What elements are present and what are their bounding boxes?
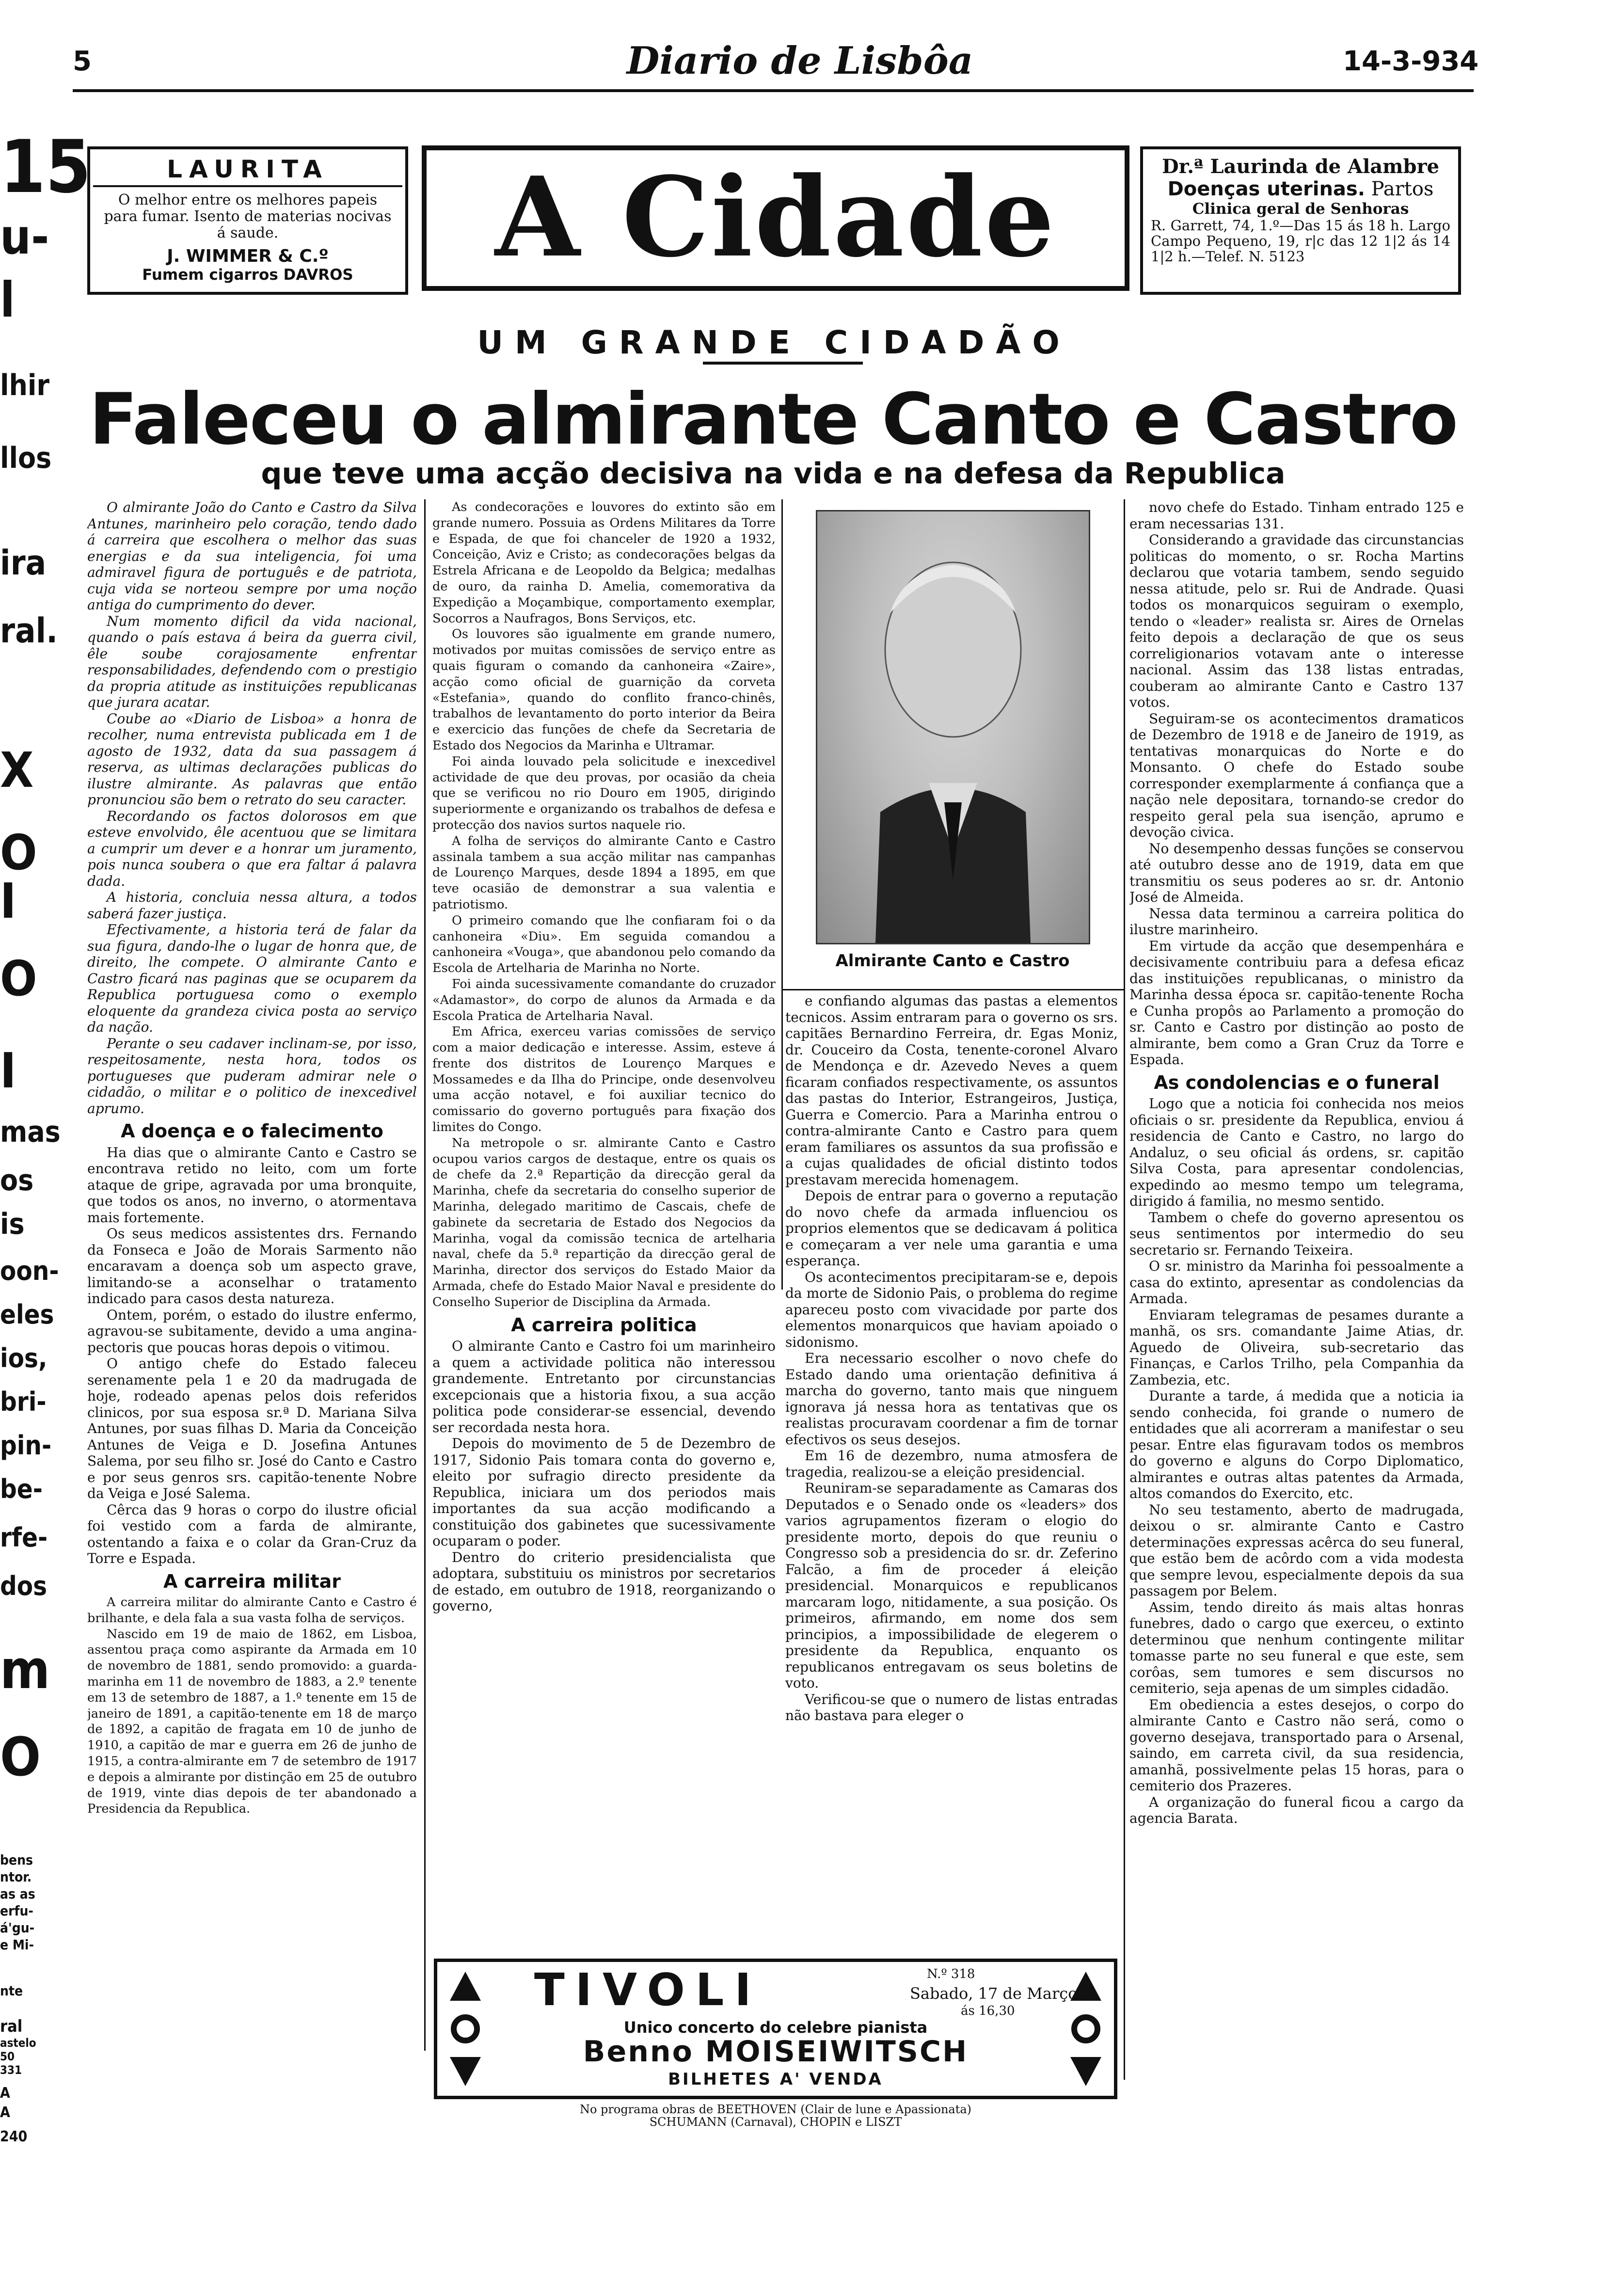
tivoli-title: TIVOLI [534, 1964, 762, 2016]
tivoli-event: Unico concerto do celebre pianista [623, 2018, 928, 2037]
issue-date: 14-3-934 [1343, 46, 1479, 77]
bleed-fragment: I [0, 873, 16, 929]
bleed-fragment: ral. [0, 611, 58, 651]
column-rule-2 [781, 499, 783, 1290]
article-headline: Faleceu o almirante Canto e Castro [89, 378, 1458, 461]
header-rule [73, 89, 1474, 92]
column-4 [1129, 499, 1464, 2080]
body-paragraph: Seguiram-se os acontecimentos dramaticos de Dezembro de 1918 e de Janeiro de 1919, as tentativas monarquicas do Norte e do Monsanto. O chefe do Estado soube corresponder exemplarmente á confiança que a nação nele depositara, tornando-se credor do respeito geral pela sua isenção, aprumo e devoção civica. [1129, 710, 1464, 840]
body-paragraph: Reuniram-se separadamente as Camaras dos Deputados e o Senado onde os «leaders» dos varios agrupamentos fizeram o elogio do presidente morto, depois do que reuniu o Congresso sob a presidencia do sr. dr. Zeferino Falcão, a fim de proceder á eleição presidencial. Monarquicos e republicanos marcaram logo, nitidamente, a sua posição. Os primeiros, afirmando, em nome dos sem principios, a impossibilidade de elegerem o presidente da Republica, enquanto os republicanos entregavam os seus boletins de voto. [785, 1480, 1118, 1691]
bleed-fragment: rfe- [0, 1522, 48, 1553]
intro-paragraph: Recordando os factos dolorosos em que esteve envolvido, êle acentuou que se limitara a cumprir um dever e a honrar um juramento, pois nunca soubera o que era faltar á palavra dada. [87, 808, 417, 889]
bleed-fragment: 331 [0, 2063, 22, 2077]
bleed-fragment: eles [0, 1299, 54, 1330]
tivoli-date: Sabado, 17 de Março [910, 1984, 1078, 2003]
subhead-military: A carreira militar [163, 1570, 341, 1592]
body-paragraph: Nascido em 19 de maio de 1862, em Lisboa, assentou praça como aspirante da Armada em 10 de novembro de 1881, sendo promovido: a guarda-marinha em 11 de novembro de 1883, a 2.º tenente em 13 de setembro de 1887, a 1.º tenente em 15 de janeiro de 1891, a capitão-tenente em 18 de março de 1892, a capitão de fragata em 10 de junho de 1910, a capitão de mar e guerra em 26 de junho de 1915, a contra-almirante em 7 de setembro de 1917 e depois a almirante por distinção em 25 de outubro de 1919, vinte dias depois de ter abandonado a Presidencia da Republica. [87, 1626, 417, 1817]
article-kicker: UM GRANDE CIDADÃO [477, 324, 1071, 361]
intro-paragraph: Coube ao «Diario de Lisboa» a honra de recolher, numa entrevista publicada em 1 de agosto de 1932, data da sua passagem á reserva, as ultimas declarações publicas do ilustre almirante. As palavras que então pronunciou são bem o retrato do seu caracter. [87, 710, 417, 808]
body-paragraph: Nessa data terminou a carreira politica do ilustre marinheiro. [1129, 905, 1464, 938]
ad-doctor-clinic: Clinica geral de Senhoras [1192, 200, 1409, 218]
ad-doctor-address: R. Garrett, 74, 1.º—Das 15 ás 18 h. Largo Campo Pequeno, 19, r|c das 12 1|2 ás 14 1|2 h.—Telef. N. 5123 [1151, 217, 1450, 265]
masthead-title: Diario de Lisbôa [626, 39, 973, 83]
body-paragraph: No seu testamento, aberto de madrugada, deixou o sr. almirante Canto e Castro determinações expressas acêrca do seu funeral, que estão bem de acôrdo com a vida modesta que sempre levou, especialmente depois da sua passagem por Belem. [1129, 1501, 1464, 1599]
column-1 [87, 499, 417, 2065]
ad-tivoli [434, 1959, 1117, 2099]
bleed-fragment: m [0, 1639, 50, 1701]
column-2 [432, 499, 776, 1949]
bleed-fragment: oon- [0, 1256, 59, 1286]
body-paragraph: Os seus medicos assistentes drs. Fernando da Fonseca e João de Morais Sarmento não encaravam a doença sob um aspecto grave, limitando-se a aconselhar o tratamento indicado para casos desta natureza. [87, 1226, 417, 1307]
photo-bottom-rule [781, 989, 1124, 990]
ad-laurita-tagline: Fumem cigarros DAVROS [142, 266, 353, 284]
body-paragraph: Em obediencia a estes desejos, o corpo do almirante Canto e Castro não será, como o governo desejava, transportado para o Arsenal, saindo, em carreta civil, da sua residencia, amanhã, possivelmente pelas 15 horas, para o cemiterio dos Prazeres. [1129, 1696, 1464, 1794]
bleed-fragment: 50 [0, 2050, 15, 2063]
bleed-fragment: be- [0, 1474, 43, 1504]
body-paragraph: Dentro do criterio presidencialista que adoptara, substituiu os ministros por secretarios de estado, em outubro de 1918, reorganizando o governo, [432, 1549, 776, 1614]
intro-paragraph: Efectivamente, a historia terá de falar da sua figura, dando-lhe o lugar de honra que, de direito, lhe compete. O almirante Canto e Castro ficará nas paginas que se ocuparem da Republica portuguesa como o exemplo eloquente da grandeza civica posta ao serviço da nação. [87, 922, 417, 1035]
body-paragraph: Assim, tendo direito ás mais altas honras funebres, dado o cargo que exerceu, o extinto determinou que nenhum contingente militar tomasse parte no seu funeral e que este, sem corôas, sem tumores e sem discursos no cemiterio, seja apenas de um simples cidadão. [1129, 1599, 1464, 1696]
body-paragraph: Foi ainda sucessivamente comandante do cruzador «Adamastor», do corpo de alunos da Armada e da Escola Pratica de Artelharia Naval. [432, 976, 776, 1023]
tivoli-pianist: Benno MOISEIWITSCH [583, 2035, 969, 2069]
bleed-fragment: e Mi- [0, 1937, 34, 1953]
bleed-fragment: bri- [0, 1387, 47, 1417]
section-title: A Cidade [494, 153, 1057, 282]
article-subheadline: que teve uma acção decisiva na vida e na defesa da Republica [261, 457, 1286, 491]
body-paragraph: Verificou-se que o numero de listas entradas não bastava para eleger o [785, 1691, 1118, 1723]
bleed-fragment: os [0, 1164, 34, 1197]
tivoli-number: N.º 318 [927, 1967, 975, 1981]
body-paragraph: Em virtude da acção que desempenhára e decisivamente contribuiu para a defesa eficaz das instituições republicanas, o ministro da Marinha dessa época sr. capitão-tenente Rocha e Cunha propôs ao Parlamento a promoção do sr. Canto e Castro por distinção ao posto de almirante, bem como a Gran Cruz da Torre e Espada. [1129, 938, 1464, 1068]
tivoli-program [436, 2103, 1115, 2128]
tivoli-tickets: BILHETES A' VENDA [668, 2070, 883, 2089]
body-paragraph: Cêrca das 9 horas o corpo do ilustre oficial foi vestido com a farda de almirante, ostentando a faixa e o colar da Gran-Cruz da Torre e Espada. [87, 1501, 417, 1566]
ad-laurita-text: O melhor entre os melhores papeis para fumar. Isento de materias nocivas á saude. [104, 191, 392, 241]
bleed-fragment: O [0, 824, 37, 881]
column-rule-3 [1124, 499, 1125, 2080]
ad-doctor-specialty-rest: Partos [1365, 178, 1434, 200]
intro-paragraph: Perante o seu cadaver inclinam-se, por isso, respeitosamente, nesta hora, todos os portugueses que puderam admirar nele o cidadão, o militar e o politico de inexcedivel aprumo. [87, 1035, 417, 1116]
bleed-fragment: O [0, 1726, 41, 1788]
ad-laurita [87, 146, 408, 295]
body-paragraph: Os acontecimentos precipitaram-se e, depois da morte de Sidonio Pais, o problema do regime apareceu posto com vivacidade por parte dos elementos monarquicos que haviam apoiado o sidonismo. [785, 1269, 1118, 1350]
body-paragraph: Tambem o chefe do governo apresentou os seus sentimentos por intermedio do seu secretario sr. Fernando Teixeira. [1129, 1209, 1464, 1258]
body-paragraph: Durante a tarde, á medida que a noticia ia sendo conhecida, foi grande o numero de entidades que ali acorreram a manifestar o seu pesar. Entre elas figuravam todos os membros do governo e alguns do Corpo Diplomatico, almirantes e outras altas patentes da Armada, altos comandos do Exercito, etc. [1129, 1388, 1464, 1501]
body-paragraph: Depois de entrar para o governo a reputação do novo chefe da armada influenciou os proprios elementos que se dedicavam á politica e começaram a ver nele uma garantia e uma esperança. [785, 1188, 1118, 1269]
body-paragraph: Logo que a noticia foi conhecida nos meios oficiais o sr. presidente da Republica, enviou á residencia de Canto e Castro, no largo do Andaluz, o seu oficial ás ordens, sr. capitão Silva Costa, para apresentar condolencias, expedindo ao mesmo tempo um telegrama, dirigido á familia, no mesmo sentido. [1129, 1096, 1464, 1209]
tivoli-program-line-1: No programa obras de BEETHOVEN (Clair de lune e Apassionata) [579, 2103, 972, 2116]
bleed-fragment: ira [0, 543, 47, 583]
body-paragraph: O sr. ministro da Marinha foi pessoalmente a casa do extinto, apresentar as condolencias da Armada. [1129, 1258, 1464, 1307]
portrait-photo [816, 510, 1090, 944]
page-number: 5 [73, 46, 92, 77]
body-paragraph: Considerando a gravidade das circunstancias politicas do momento, o sr. Rocha Martins declarou que votaria tambem, sendo seguido nessa atitude, pelo sr. Rui de Andrade. Quasi todos os monarquicos seguiram o exemplo, tendo o «leader» realista sr. Aires de Ornelas feito depois a declaração de que os seus correligionarios votavam ante o interesse nacional. Assim das 138 listas entradas, couberam ao almirante Canto e Castro 137 votos. [1129, 532, 1464, 710]
bleed-fragment: llos [0, 441, 52, 475]
bleed-fragment: A [0, 2085, 10, 2102]
bleed-fragment: 240 [0, 2128, 28, 2145]
bleed-fragment: 15 [0, 125, 91, 209]
bleed-fragment: lhir [0, 368, 50, 402]
tivoli-program-line-2: SCHUMANN (Carnaval), CHOPIN e LISZT [649, 2115, 902, 2129]
bleed-fragment: O [0, 950, 37, 1007]
tivoli-ornament-left [450, 1972, 481, 2086]
body-paragraph: As condecorações e louvores do extinto são em grande numero. Possuia as Ordens Militares da Torre e Espada, de que foi chanceler de 1920 a 1932, Conceição, Aviz e Cristo; as condecorações belgas da Estrela Africana e de Leopoldo da Belgica; medalhas de ouro, da rainha D. Amelia, comemorativa da Expedição a Moçambique, comportamento exemplar, Socorros a Naufragos, Bons Serviços, etc. [432, 500, 776, 626]
column-3 [785, 993, 1118, 1949]
body-paragraph: O primeiro comando que lhe confiaram foi o da canhoneira «Diu». Em seguida comandou a canhoneira «Vouga», que abandonou pelo comando da Escola de Artelharia de Marinha no Norte. [432, 913, 776, 976]
body-paragraph: Foi ainda louvado pela solicitude e inexcedivel actividade de que deu provas, por ocasião da cheia que se verificou no rio Douro em 1905, dirigindo superiormente e organizando os trabalhos de defesa e protecção dos navios surtos naquele rio. [432, 754, 776, 832]
ad-doctor [1140, 146, 1461, 295]
ad-doctor-name: Dr.ª Laurinda de Alambre [1161, 155, 1439, 178]
bleed-fragment: as as [0, 1886, 35, 1902]
bleed-fragment: bens [0, 1852, 33, 1868]
subhead-illness: A doença e o falecimento [121, 1120, 383, 1142]
intro-paragraph: O almirante João do Canto e Castro da Silva Antunes, marinheiro pelo coração, tendo dado á carreira que escolhera o melhor das suas energias e da sua inteligencia, foi uma admiravel figura de português e de patriota, cuja vida se norteou sempre por uma noção antiga do cumprimento do dever. [87, 499, 417, 613]
bleed-fragment: dos [0, 1571, 48, 1601]
body-paragraph: Os louvores são igualmente em grande numero, motivados por muitas comissões de serviço entre as quais figuram o comando da canhoneira «Zaire», acção como oficial de guarnição da corveta «Estefania», quando do conflito franco-chinês, trabalhos de levantamento do porto interior da Beira e exercicio das funções de chefe da Secretaria de Estado dos Negocios da Marinha e Ultramar. [432, 627, 776, 753]
body-paragraph: Ha dias que o almirante Canto e Castro se encontrava retido no leito, com um forte ataque de gripe, agravada por uma bronquite, que todos os anos, no inverno, o atormentava mais fortemente. [87, 1144, 417, 1226]
body-paragraph: e confiando algumas das pastas a elementos tecnicos. Assim entraram para o governo os srs. capitães Bernardino Ferreira, dr. Egas Moniz, dr. Couceiro da Costa, tenente-coronel Alvaro de Mendonça e dr. Azevedo Neves a quem ficaram confiados respectivamente, os assuntos das pastas do Interior, Estrangeiros, Justiça, Guerra e Comercio. Para a Marinha entrou o contra-almirante Canto e Castro para quem eram familiares os assuntos da sua profissão e a cujas qualidades de oficial distinto todos prestavam merecida homenagem. [785, 993, 1118, 1188]
body-paragraph: Em Africa, exerceu varias comissões de serviço com a maior dedicação e interesse. Assim, esteve á frente dos distritos de Lourenço Marques e Mossamedes e da Ilha do Principe, onde desenvolveu uma acção notavel, e foi auxiliar tecnico do comissario do governo português para fixação dos limites do Congo. [432, 1024, 776, 1135]
subhead-condolences: As condolencias e o funeral [1154, 1071, 1440, 1093]
body-paragraph: A folha de serviços do almirante Canto e Castro assinala tambem a sua acção militar nas campanhas de Lourenço Marques, desde 1894 a 1895, em que teve ocasião de demonstrar a sua valentia e patriotismo. [432, 833, 776, 912]
section-title-box [422, 145, 1129, 291]
portrait-figure [817, 511, 1089, 943]
column-rule-1 [424, 499, 426, 2051]
bleed-fragment: l [0, 271, 15, 328]
kicker-rule [703, 362, 863, 365]
body-paragraph: A carreira militar do almirante Canto e Castro é brilhante, e dela fala a sua vasta folha de serviços. [87, 1595, 417, 1626]
bleed-fragment: ios, [0, 1343, 48, 1373]
body-paragraph: Na metropole o sr. almirante Canto e Castro ocupou varios cargos de destaque, entre os quais os de chefe da 2.ª Repartição da direcção geral da Marinha, chefe da secretaria do conselho superior de Marinha, delegado maritimo de Cascais, chefe de gabinete da secretaria de Estado dos Negocios da Marinha, vogal da comissão tecnica de artelharia naval, chefe da 5.ª repartição da direcção geral de Marinha, director dos serviços do Estado Maior da Armada, chefe do Estado Maior Naval e presidente do Conselho Superior de Disciplina da Armada. [432, 1135, 776, 1309]
photo-caption: Almirante Canto e Castro [835, 951, 1070, 971]
body-paragraph: Era necessario escolher o novo chefe do Estado dando uma orientação definitiva á marcha do governo, tanto mais que ninguem ignorava já nessa hora as tentativas que os realistas procuravam coordenar a fim de tornar efectivos os seus desejos. [785, 1350, 1118, 1448]
bleed-fragment: ral [0, 2017, 23, 2036]
ad-laurita-title: LAURITA [93, 155, 402, 187]
bleed-fragment: is [0, 1207, 25, 1241]
ad-laurita-company: J. WIMMER & C.º [167, 246, 329, 266]
bleed-fragment: pin- [0, 1430, 52, 1461]
bleed-fragment: á'gu- [0, 1920, 35, 1936]
bleed-fragment: A [0, 2104, 10, 2121]
bleed-fragment: I [0, 1042, 16, 1099]
bleed-fragment: ntor. [0, 1869, 32, 1885]
body-paragraph: O almirante Canto e Castro foi um marinheiro a quem a actividade politica não interessou grandemente. Entretanto por circunstancias excepcionais que a historia fixou, a sua acção politica pode considerar-se essencial, devendo ser recordada nesta hora. [432, 1338, 776, 1435]
body-paragraph: novo chefe do Estado. Tinham entrado 125 e eram necessarias 131. [1129, 499, 1464, 532]
ad-doctor-specialty [1151, 178, 1450, 200]
subhead-political: A carreira politica [511, 1314, 697, 1336]
body-paragraph: No desempenho dessas funções se conservou até outubro desse ano de 1919, data em que transmitiu os seus poderes ao sr. dr. Antonio José de Almeida. [1129, 840, 1464, 905]
body-paragraph: Enviaram telegramas de pesames durante a manhã, os srs. comandante Jaime Atias, dr. Aguedo de Oliveira, sub-secretario das Finanças, e Carlos Trilho, pela Companhia da Zambezia, etc. [1129, 1307, 1464, 1388]
intro-paragraph: A historia, concluia nessa altura, a todos saberá fazer justiça. [87, 889, 417, 922]
body-paragraph: O antigo chefe do Estado faleceu serenamente pela 1 e 20 da madrugada de hoje, rodeado apenas pelos dois referidos clinicos, por sua esposa sr.ª D. Mariana Silva Antunes, por suas filhas D. Maria da Conceição Antunes de Veiga e D. Josefina Antunes Salema, por seu filho sr. José do Canto e Castro e por seus genros srs. capitão-tenente Nobre da Veiga e José Salema. [87, 1355, 417, 1501]
bleed-fragment: nte [0, 1983, 23, 1999]
bleed-fragment: erfu- [0, 1903, 33, 1919]
bleed-fragment: X [0, 742, 34, 798]
body-paragraph: A organização do funeral ficou a cargo da agencia Barata. [1129, 1794, 1464, 1826]
intro-paragraph: Num momento dificil da vida nacional, quando o país estava á beira da guerra civil, êle soube corajosamente enfrentar responsabilidades, defendendo com o prestigio da propria atitude as instituições republicanas que jurara acatar. [87, 613, 417, 710]
tivoli-time: ás 16,30 [961, 2004, 1015, 2018]
bleed-fragment: u- [0, 208, 49, 265]
ad-doctor-specialty-bold: Doenças uterinas. [1167, 178, 1365, 200]
bleed-fragment: astelo [0, 2036, 36, 2050]
body-paragraph: Ontem, porém, o estado do ilustre enfermo, agravou-se subitamente, devido a uma angina-pectoris que poucas horas depois o vitimou. [87, 1307, 417, 1355]
bleed-fragment: mas [0, 1115, 61, 1149]
body-paragraph: Depois do movimento de 5 de Dezembro de 1917, Sidonio Pais tomara conta do governo e, eleito por sufragio directo presidente da Republica, iniciara um dos periodos mais importantes da sua acção modificando a constituição dos gabinetes que sucessivamente ocuparam o poder. [432, 1435, 776, 1549]
body-paragraph: Em 16 de dezembro, numa atmosfera de tragedia, realizou-se a eleição presidencial. [785, 1448, 1118, 1480]
